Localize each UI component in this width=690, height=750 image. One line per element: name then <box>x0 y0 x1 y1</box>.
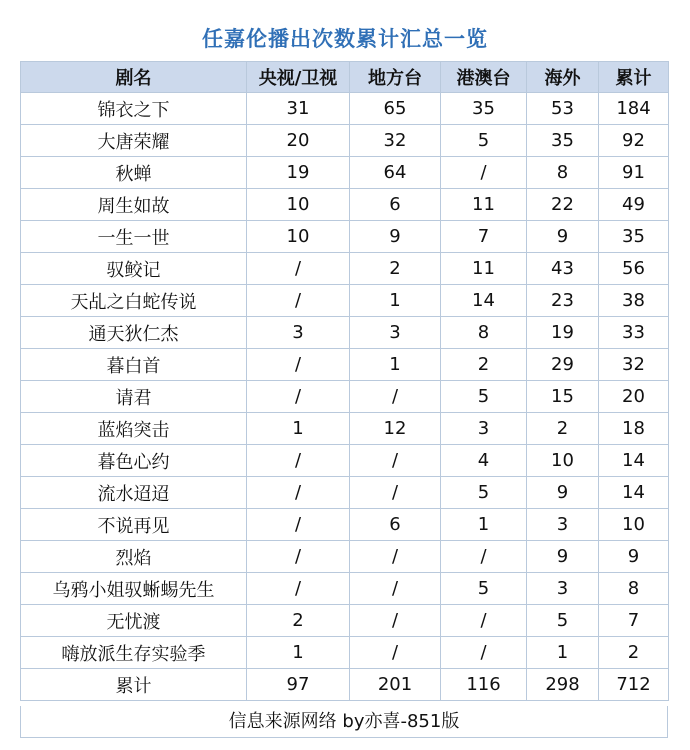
page-title: 任嘉伦播出次数累计汇总一览 <box>202 27 488 51</box>
cell-overseas: 35 <box>527 125 599 157</box>
cell-local: 32 <box>350 125 441 157</box>
cell-cctv: 10 <box>247 221 350 253</box>
cell-overseas: 5 <box>527 605 599 637</box>
cell-total: 20 <box>599 381 669 413</box>
drama-name: 周生如故 <box>21 189 247 221</box>
cell-local: 6 <box>350 189 441 221</box>
drama-name: 通天狄仁杰 <box>21 317 247 349</box>
table-row <box>21 637 669 669</box>
cell-overseas: 8 <box>527 157 599 189</box>
cell-cctv: / <box>247 285 350 317</box>
cell-local: 2 <box>350 253 441 285</box>
cell-hkmotw: 2 <box>441 349 527 381</box>
total-overseas: 298 <box>527 669 599 701</box>
cell-hkmotw: 8 <box>441 317 527 349</box>
total-hkmotw: 116 <box>441 669 527 701</box>
cell-cctv: 1 <box>247 637 350 669</box>
total-row <box>21 669 669 701</box>
cell-overseas: 9 <box>527 221 599 253</box>
cell-local: / <box>350 605 441 637</box>
cell-overseas: 23 <box>527 285 599 317</box>
cell-total: 56 <box>599 253 669 285</box>
cell-total: 49 <box>599 189 669 221</box>
cell-hkmotw: 7 <box>441 221 527 253</box>
table-row <box>21 573 669 605</box>
cell-overseas: 3 <box>527 509 599 541</box>
table-row <box>21 221 669 253</box>
cell-hkmotw: 4 <box>441 445 527 477</box>
table-row <box>21 541 669 573</box>
cell-local: 9 <box>350 221 441 253</box>
drama-name: 驭鲛记 <box>21 253 247 285</box>
drama-name: 一生一世 <box>21 221 247 253</box>
header-row <box>21 62 669 93</box>
table-row <box>21 349 669 381</box>
drama-name: 天乩之白蛇传说 <box>21 285 247 317</box>
cell-overseas: 1 <box>527 637 599 669</box>
broadcast-table <box>20 61 669 701</box>
cell-local: 64 <box>350 157 441 189</box>
cell-local: 65 <box>350 93 441 125</box>
cell-hkmotw: / <box>441 157 527 189</box>
cell-local: / <box>350 637 441 669</box>
cell-cctv: / <box>247 477 350 509</box>
drama-name: 乌鸦小姐驭蜥蜴先生 <box>21 573 247 605</box>
cell-cctv: / <box>247 509 350 541</box>
table-body <box>21 93 669 669</box>
cell-hkmotw: 35 <box>441 93 527 125</box>
cell-cctv: 19 <box>247 157 350 189</box>
cell-total: 9 <box>599 541 669 573</box>
drama-name: 蓝焰突击 <box>21 413 247 445</box>
cell-hkmotw: 11 <box>441 189 527 221</box>
table-row <box>21 509 669 541</box>
drama-name: 流水迢迢 <box>21 477 247 509</box>
table-row <box>21 605 669 637</box>
drama-name: 不说再见 <box>21 509 247 541</box>
cell-cctv: / <box>247 349 350 381</box>
cell-local: / <box>350 477 441 509</box>
drama-name: 秋蝉 <box>21 157 247 189</box>
table-row <box>21 189 669 221</box>
cell-total: 33 <box>599 317 669 349</box>
drama-name: 无忧渡 <box>21 605 247 637</box>
table-row <box>21 381 669 413</box>
cell-cctv: 2 <box>247 605 350 637</box>
drama-name: 暮色心约 <box>21 445 247 477</box>
cell-total: 14 <box>599 477 669 509</box>
cell-overseas: 22 <box>527 189 599 221</box>
col-header-title: 剧名 <box>21 62 247 93</box>
cell-hkmotw: 11 <box>441 253 527 285</box>
cell-local: 6 <box>350 509 441 541</box>
cell-overseas: 2 <box>527 413 599 445</box>
col-header-overseas: 海外 <box>527 62 599 93</box>
drama-name: 嗨放派生存实验季 <box>21 637 247 669</box>
total-label: 累计 <box>21 669 247 701</box>
cell-overseas: 9 <box>527 541 599 573</box>
table-row <box>21 285 669 317</box>
table-row <box>21 125 669 157</box>
cell-hkmotw: / <box>441 541 527 573</box>
cell-overseas: 3 <box>527 573 599 605</box>
cell-overseas: 10 <box>527 445 599 477</box>
cell-cctv: 3 <box>247 317 350 349</box>
cell-hkmotw: / <box>441 637 527 669</box>
cell-local: / <box>350 381 441 413</box>
cell-cctv: / <box>247 445 350 477</box>
cell-overseas: 19 <box>527 317 599 349</box>
cell-cctv: 31 <box>247 93 350 125</box>
cell-hkmotw: / <box>441 605 527 637</box>
cell-overseas: 53 <box>527 93 599 125</box>
cell-hkmotw: 14 <box>441 285 527 317</box>
cell-hkmotw: 5 <box>441 477 527 509</box>
table-row <box>21 413 669 445</box>
cell-hkmotw: 5 <box>441 381 527 413</box>
table-row <box>21 157 669 189</box>
cell-total: 10 <box>599 509 669 541</box>
total-local: 201 <box>350 669 441 701</box>
table-row <box>21 253 669 285</box>
cell-local: 1 <box>350 349 441 381</box>
cell-total: 38 <box>599 285 669 317</box>
cell-local: 3 <box>350 317 441 349</box>
cell-cctv: / <box>247 541 350 573</box>
cell-total: 32 <box>599 349 669 381</box>
cell-local: / <box>350 573 441 605</box>
table-row <box>21 317 669 349</box>
table-row <box>21 93 669 125</box>
cell-cctv: 1 <box>247 413 350 445</box>
table-row <box>21 477 669 509</box>
table-row <box>21 445 669 477</box>
cell-total: 8 <box>599 573 669 605</box>
cell-total: 35 <box>599 221 669 253</box>
cell-total: 92 <box>599 125 669 157</box>
cell-cctv: 10 <box>247 189 350 221</box>
source-note: 信息来源网络 by亦喜-851版 <box>20 706 668 738</box>
total-sum: 712 <box>599 669 669 701</box>
cell-hkmotw: 5 <box>441 125 527 157</box>
col-header-hkmotw: 港澳台 <box>441 62 527 93</box>
cell-local: / <box>350 445 441 477</box>
col-header-cctv: 央视/卫视 <box>247 62 350 93</box>
cell-cctv: 20 <box>247 125 350 157</box>
cell-hkmotw: 5 <box>441 573 527 605</box>
cell-total: 91 <box>599 157 669 189</box>
cell-overseas: 15 <box>527 381 599 413</box>
drama-name: 大唐荣耀 <box>21 125 247 157</box>
cell-total: 2 <box>599 637 669 669</box>
cell-cctv: / <box>247 573 350 605</box>
drama-name: 烈焰 <box>21 541 247 573</box>
total-cctv: 97 <box>247 669 350 701</box>
cell-total: 18 <box>599 413 669 445</box>
cell-local: / <box>350 541 441 573</box>
cell-cctv: / <box>247 381 350 413</box>
drama-name: 请君 <box>21 381 247 413</box>
cell-total: 184 <box>599 93 669 125</box>
drama-name: 锦衣之下 <box>21 93 247 125</box>
cell-overseas: 43 <box>527 253 599 285</box>
col-header-total: 累计 <box>599 62 669 93</box>
col-header-local: 地方台 <box>350 62 441 93</box>
cell-local: 1 <box>350 285 441 317</box>
cell-total: 14 <box>599 445 669 477</box>
cell-overseas: 29 <box>527 349 599 381</box>
drama-name: 暮白首 <box>21 349 247 381</box>
cell-total: 7 <box>599 605 669 637</box>
cell-hkmotw: 3 <box>441 413 527 445</box>
cell-overseas: 9 <box>527 477 599 509</box>
cell-cctv: / <box>247 253 350 285</box>
cell-local: 12 <box>350 413 441 445</box>
cell-hkmotw: 1 <box>441 509 527 541</box>
